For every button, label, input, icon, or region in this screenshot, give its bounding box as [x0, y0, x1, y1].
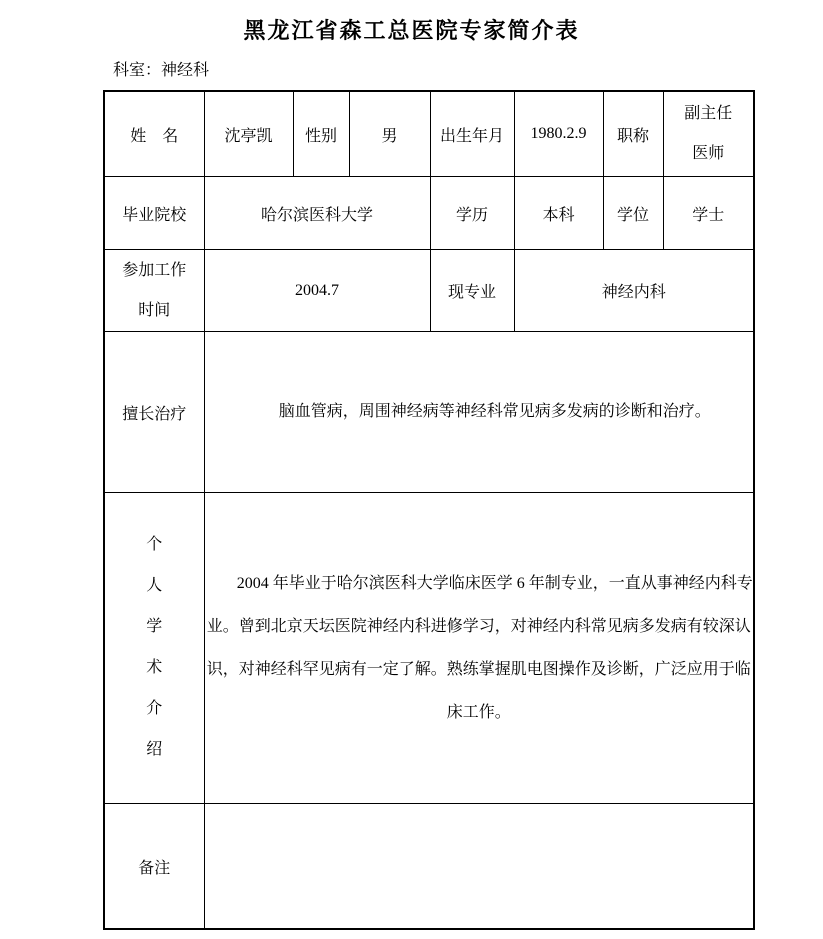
gender-label-cell: [293, 91, 349, 177]
expert-profile-table: [103, 90, 755, 930]
remarks-value-cell: [204, 804, 754, 930]
birth-date-label: 出生年月: [439, 127, 504, 145]
department-line: 科室：神经科: [113, 62, 210, 79]
gender-value-cell: [349, 91, 430, 177]
name-value-cell: [204, 91, 293, 177]
work-start-value: 2004.7: [295, 281, 339, 299]
job-title-label: 职称: [616, 127, 649, 145]
remarks-label-cell: [104, 804, 204, 930]
current-specialty-label-cell: [430, 250, 514, 332]
table-row-academic-intro: [104, 493, 754, 804]
name-label: 姓 名: [130, 127, 179, 145]
birth-date-label-cell: [430, 91, 514, 177]
specialty-treatment-value: 脑血管病，周围神经病等神经科常见病多发病的诊断和治疗。: [278, 403, 711, 421]
education-value-cell: [514, 177, 603, 250]
name-label-cell: [104, 91, 204, 177]
current-specialty-label: 现专业: [447, 284, 496, 301]
gender-value: 男: [381, 127, 398, 145]
table-row-basic-info: [104, 91, 754, 177]
education-label-cell: [430, 177, 514, 250]
specialty-treatment-label: 擅长治疗: [122, 405, 187, 423]
work-start-label-cell: [104, 250, 204, 332]
birth-date-value: 1980.2.9: [530, 125, 587, 142]
graduate-school-label-cell: [104, 177, 204, 250]
graduate-school-value-cell: [204, 177, 430, 250]
table-row-specialty-treatment: [104, 332, 754, 493]
job-title-label-cell: [603, 91, 663, 177]
table-row-work-start: [104, 250, 754, 332]
table-row-remarks: [104, 804, 754, 930]
degree-label: 学位: [616, 206, 649, 224]
education-label: 学历: [455, 206, 488, 224]
specialty-treatment-label-cell: [104, 332, 204, 493]
degree-label-cell: [603, 177, 663, 250]
academic-intro-label: 个人学术介绍: [146, 536, 163, 758]
document-title: 黑龙江省森工总医院专家简介表: [243, 18, 580, 43]
name-value: 沈亭凯: [224, 127, 273, 145]
work-start-label: 参加工作时间: [122, 261, 187, 319]
birth-date-value-cell: [514, 91, 603, 177]
current-specialty-value-cell: [514, 250, 754, 332]
education-value: 本科: [542, 206, 575, 224]
degree-value: 学士: [692, 206, 725, 224]
job-title-value-cell: [663, 91, 754, 177]
academic-intro-value: 2004 年毕业于哈尔滨医科大学临床医学 6 年制专业，一直从事神经内科专业。曾到北京天坛医院神经内科进修学习，对神经内科常见病多发病有较深认识，对神经科罕见病有一定了解。熟练掌握肌电图操作及诊断，广泛应用于临床工作。: [206, 574, 753, 722]
degree-value-cell: [663, 177, 754, 250]
graduate-school-value: 哈尔滨医科大学: [260, 206, 373, 224]
work-start-value-cell: [204, 250, 430, 332]
current-specialty-value: 神经内科: [601, 284, 666, 301]
job-title-value: 副主任医师: [684, 105, 733, 162]
graduate-school-label: 毕业院校: [122, 206, 187, 224]
remarks-label: 备注: [138, 859, 171, 877]
gender-label: 性别: [304, 127, 337, 145]
table-row-education: [104, 177, 754, 250]
academic-intro-value-cell: [204, 493, 754, 804]
specialty-treatment-value-cell: [204, 332, 754, 493]
academic-intro-label-cell: [104, 493, 204, 804]
